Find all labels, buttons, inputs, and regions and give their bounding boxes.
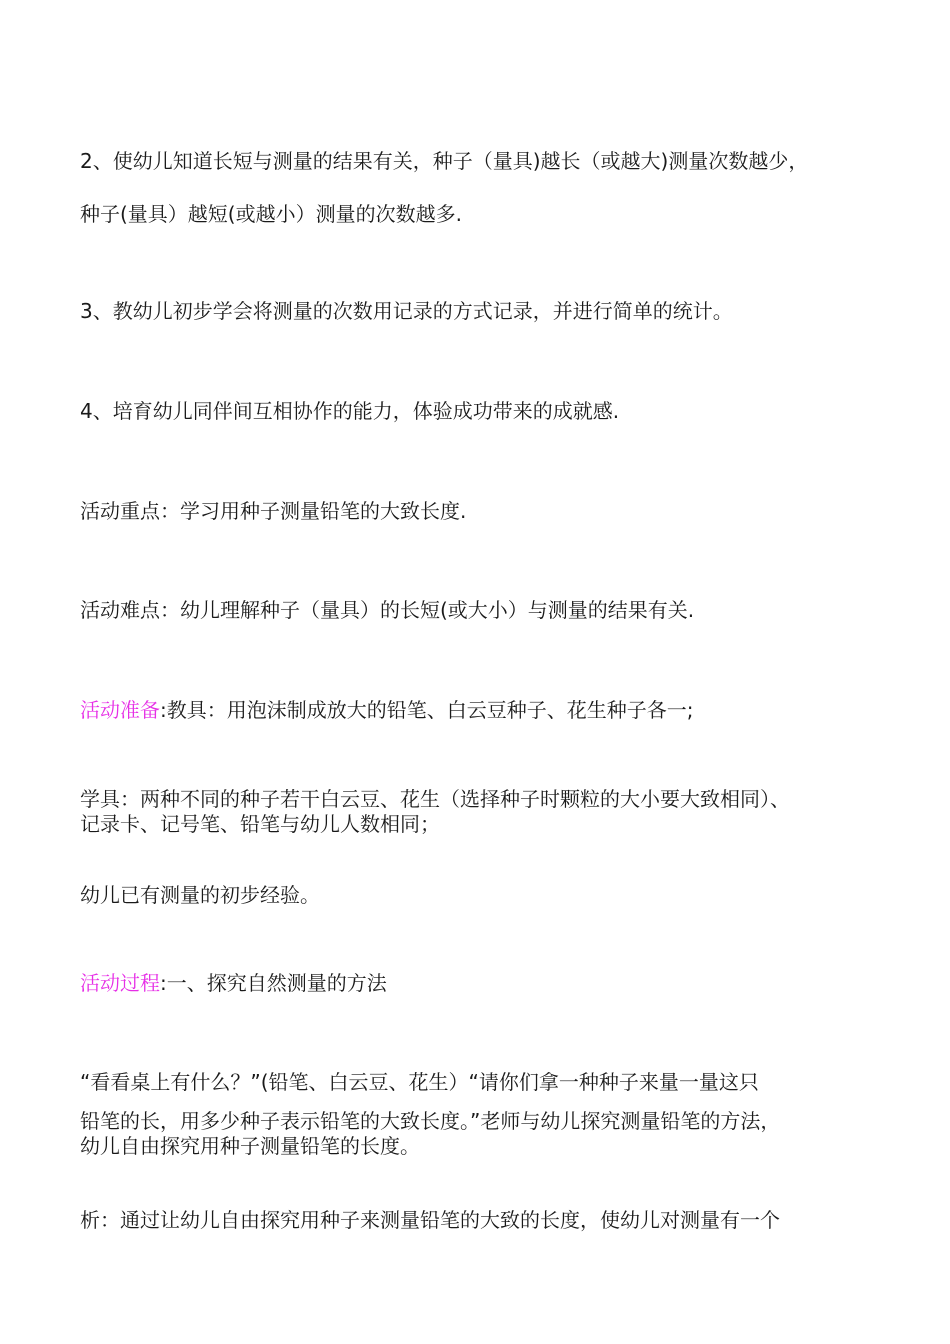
activity-preparation xyxy=(80,698,693,722)
goal-3: 3、教幼儿初步学会将测量的次数用记录的方式记录，并进行简单的统计。 xyxy=(80,299,733,323)
activity-process xyxy=(80,971,387,995)
activity-focus: 活动重点：学习用种子测量铅笔的大致长度. xyxy=(80,499,467,523)
dialogue-line-1: “看看桌上有什么？”(铅笔、白云豆、花生）“请你们拿一种种子来量一量这只 xyxy=(80,1070,759,1094)
dialogue-line-3: 幼儿自由探究用种子测量铅笔的长度。 xyxy=(80,1134,420,1158)
preparation-label: 活动准备 xyxy=(80,698,160,722)
prior-experience: 幼儿已有测量的初步经验。 xyxy=(80,883,320,907)
analysis: 析：通过让幼儿自由探究用种子来测量铅笔的大致的长度，使幼儿对测量有一个 xyxy=(80,1208,780,1232)
tools-line-1: 学具：两种不同的种子若干白云豆、花生（选择种子时颗粒的大小要大致相同）、 xyxy=(80,787,790,811)
goal-2-line-2: 种子(量具）越短(或越小）测量的次数越多. xyxy=(80,202,462,226)
process-label: 活动过程 xyxy=(80,971,160,995)
tools-line-2: 记录卡、记号笔、铅笔与幼儿人数相同； xyxy=(80,812,440,836)
activity-difficulty: 活动难点：幼儿理解种子（量具）的长短(或大小）与测量的结果有关. xyxy=(80,598,695,622)
process-text: :一、探究自然测量的方法 xyxy=(160,971,387,995)
preparation-text: :教具：用泡沫制成放大的铅笔、白云豆种子、花生种子各一; xyxy=(160,698,694,722)
dialogue-line-2: 铅笔的长，用多少种子表示铅笔的大致长度。”老师与幼儿探究测量铅笔的方法， xyxy=(80,1109,781,1133)
goal-4: 4、培育幼儿同伴间互相协作的能力，体验成功带来的成就感. xyxy=(80,399,620,423)
goal-2-line-1: 2、使幼儿知道长短与测量的结果有关，种子（量具)越长（或越大)测量次数越少， xyxy=(80,149,809,173)
